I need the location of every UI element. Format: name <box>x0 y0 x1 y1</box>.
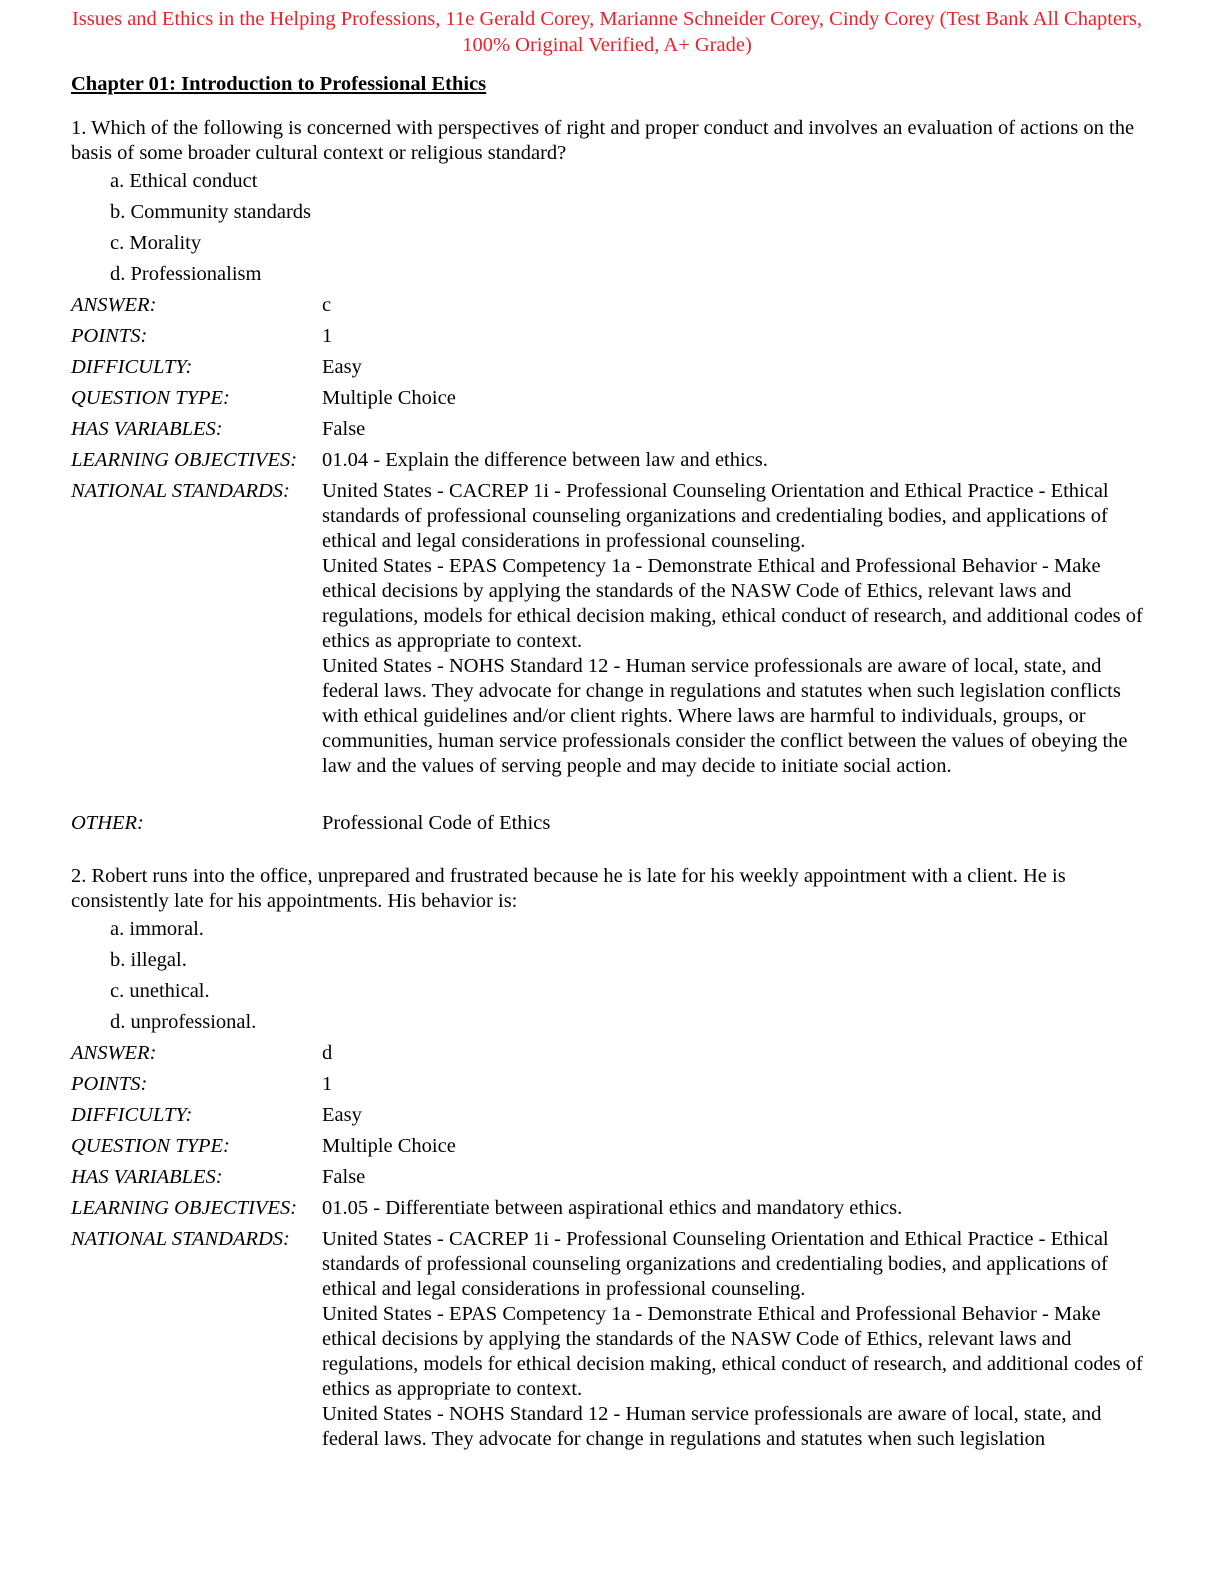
question-2-option-b: b. illegal. <box>110 949 187 971</box>
question-2-option-a: a. immoral. <box>110 918 204 940</box>
question-2-answer: d <box>322 1042 333 1064</box>
learning-objectives-label: LEARNING OBJECTIVES: <box>71 449 298 471</box>
question-1-has-variables: False <box>322 418 366 440</box>
question-type-label: QUESTION TYPE: <box>71 387 230 409</box>
national-standards-label: NATIONAL STANDARDS: <box>71 1228 290 1250</box>
question-1-learning-objectives: 01.04 - Explain the difference between law and ethics. <box>322 449 768 471</box>
answer-label: ANSWER: <box>71 1042 157 1064</box>
question-2-points: 1 <box>322 1073 333 1095</box>
question-1-points: 1 <box>322 325 333 347</box>
question-2-learning-objectives: 01.05 - Differentiate between aspirational ethics and mandatory ethics. <box>322 1197 903 1219</box>
question-1-national-standards <box>322 479 1146 779</box>
question-2-national-standards <box>322 1227 1146 1452</box>
difficulty-label: DIFFICULTY: <box>71 1104 193 1126</box>
points-label: POINTS: <box>71 325 148 347</box>
standard-cacrep: United States - CACREP 1i - Professional Counseling Orientation and Ethical Practice - Ethical standards of professional counseling organizations and credentialing bodies, and applications of ethical and legal considerations in professional counseling. <box>322 1228 1109 1300</box>
question-2-difficulty: Easy <box>322 1104 362 1126</box>
question-1-difficulty: Easy <box>322 356 362 378</box>
standard-nohs: United States - NOHS Standard 12 - Human service professionals are aware of local, state, and federal laws. They advocate for change in regulations and statutes when such legislation <box>322 1403 1102 1450</box>
difficulty-label: DIFFICULTY: <box>71 356 193 378</box>
question-1-option-d: d. Professionalism <box>110 263 262 285</box>
has-variables-label: HAS VARIABLES: <box>71 1166 223 1188</box>
question-2-type: Multiple Choice <box>322 1135 456 1157</box>
question-1-option-a: a. Ethical conduct <box>110 170 258 192</box>
has-variables-label: HAS VARIABLES: <box>71 418 223 440</box>
question-1-text: 1. Which of the following is concerned with perspectives of right and proper conduct and involves an evaluation of actions on the basis of some broader cultural context or religious standard? <box>71 117 1135 164</box>
question-type-label: QUESTION TYPE: <box>71 1135 230 1157</box>
question-2-option-c: c. unethical. <box>110 980 210 1002</box>
question-1-other: Professional Code of Ethics <box>322 812 551 834</box>
question-2-option-d: d. unprofessional. <box>110 1011 257 1033</box>
national-standards-label: NATIONAL STANDARDS: <box>71 480 290 502</box>
standard-cacrep: United States - CACREP 1i - Professional Counseling Orientation and Ethical Practice - Ethical standards of professional counseling organizations and credentialing bodies, and applications of ethical and legal considerations in professional counseling. <box>322 480 1109 552</box>
standard-epas: United States - EPAS Competency 1a - Demonstrate Ethical and Professional Behavior - Make ethical decisions by applying the standards of the NASW Code of Ethics, relevant laws and regulations, models for ethical decision making, ethical conduct of research, and additional codes of ethics as appropriate to context. <box>322 555 1143 652</box>
other-label: OTHER: <box>71 812 144 834</box>
question-2-has-variables: False <box>322 1166 366 1188</box>
standard-epas: United States - EPAS Competency 1a - Demonstrate Ethical and Professional Behavior - Make ethical decisions by applying the standards of the NASW Code of Ethics, relevant laws and regulations, models for ethical decision making, ethical conduct of research, and additional codes of ethics as appropriate to context. <box>322 1303 1143 1400</box>
question-1-answer: c <box>322 294 332 316</box>
standard-nohs: United States - NOHS Standard 12 - Human service professionals are aware of local, state, and federal laws. They advocate for change in regulations and statutes when such legislation conflicts with ethical guidelines and/or client rights. Where laws are harmful to individuals, groups, or communities, human service professionals consider the conflict between the values of obeying the law and the values of serving people and may decide to initiate social action. <box>322 655 1128 777</box>
question-1-option-c: c. Morality <box>110 232 202 254</box>
question-1-type: Multiple Choice <box>322 387 456 409</box>
question-2-text: 2. Robert runs into the office, unprepared and frustrated because he is late for his weekly appointment with a client. He is consistently late for his appointments. His behavior is: <box>71 865 1066 912</box>
document-banner: Issues and Ethics in the Helping Professions, 11e Gerald Corey, Marianne Schneider Corey, Cindy Corey (Test Bank All Chapters, 100% Original Verified, A+ Grade) <box>71 8 1143 56</box>
answer-label: ANSWER: <box>71 294 157 316</box>
chapter-title: Chapter 01: Introduction to Professional Ethics <box>71 73 487 95</box>
points-label: POINTS: <box>71 1073 148 1095</box>
learning-objectives-label: LEARNING OBJECTIVES: <box>71 1197 298 1219</box>
question-1-option-b: b. Community standards <box>110 201 312 223</box>
